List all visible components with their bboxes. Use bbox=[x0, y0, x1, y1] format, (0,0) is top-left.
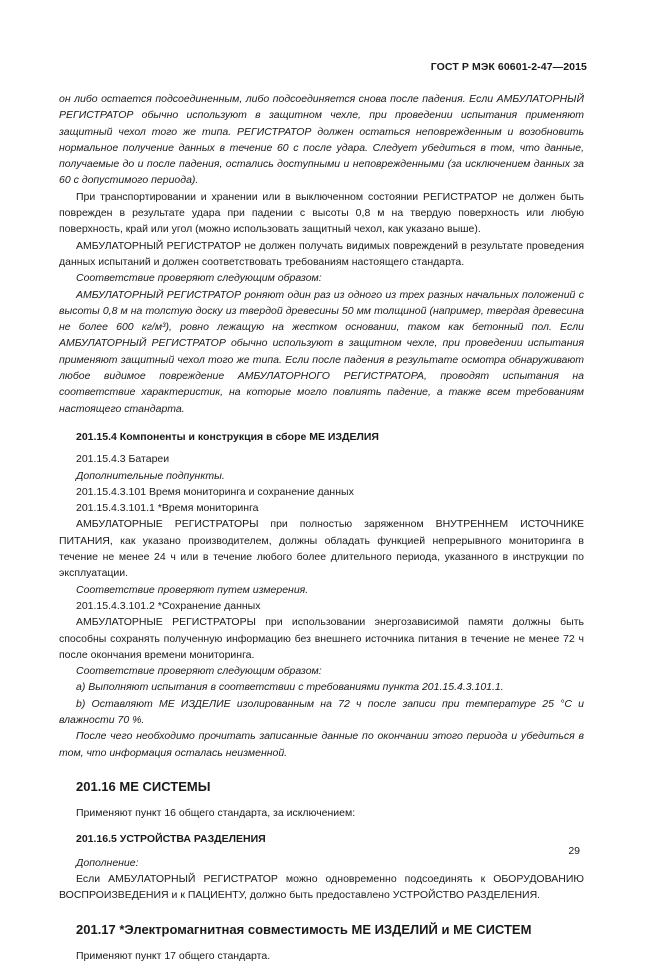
paragraph: Соответствие проверяют следующим образом: bbox=[76, 665, 322, 678]
paragraph: При транспортировании и хранении или в выключенном состоянии РЕГИСТРАТОР не должен быть поврежден в результате удара при падении с высоты 0,8 м на твердую поверхность или любую поверхность, край или угол (можно использовать защитный чехол, как указано выше). bbox=[59, 190, 584, 236]
section-heading: 201.17 *Электромагнитная совместимость МЕ ИЗДЕЛИЙ и МЕ СИСТЕМ bbox=[76, 921, 532, 937]
paragraph: Соответствие проверяют путем измерения. bbox=[76, 583, 309, 596]
page-number: 29 bbox=[568, 845, 580, 857]
paragraph: АМБУЛАТОРНЫЕ РЕГИСТРАТОРЫ при полностью заряженном ВНУТРЕННЕМ ИСТОЧНИКЕ ПИТАНИЯ, как указано производителем, должны обладать функцией непрерывного мониторинга в течение не менее 24 ч или в течение любого более длительного периода, указанного в инструкции по эксплуатации. bbox=[59, 518, 584, 580]
paragraph: 201.15.4.3 Батареи bbox=[76, 453, 170, 466]
paragraph: он либо остается подсоединенным, либо подсоединяется снова после падения. Если АМБУЛАТОРНЫЙ РЕГИСТРАТОР обычно используют в защитном чехле, при проведении испытания применяют защитный чехол того же типа. РЕГИСТРАТОР должен остаться неповрежденным и возобновить нормальное получение данных в течение 60 с после удара. Следует убедиться в том, что данные, получаемые до и после падения, остались доступными и неповрежденными (за исключением данных за 60 с допустимого периода). bbox=[59, 93, 584, 187]
paragraph: Применяют пункт 17 общего стандарта. bbox=[76, 949, 271, 962]
section-heading: 201.16.5 УСТРОЙСТВА РАЗДЕЛЕНИЯ bbox=[76, 833, 266, 846]
paragraph: 201.15.4.3.101.1 *Время мониторинга bbox=[76, 502, 259, 515]
paragraph: Соответствие проверяют следующим образом: bbox=[76, 272, 322, 285]
paragraph: Дополнительные подпункты. bbox=[76, 469, 225, 482]
paragraph: Дополнение: bbox=[76, 856, 139, 869]
paragraph: Применяют пункт 16 общего стандарта, за исключением: bbox=[76, 807, 356, 820]
paragraph: После чего необходимо прочитать записанные данные по окончании этого периода и убедиться в том, что информация осталась неизменной. bbox=[59, 730, 584, 759]
standard-header: ГОСТ Р МЭК 60601-2-47—2015 bbox=[430, 61, 587, 73]
paragraph: 201.15.4.3.101 Время мониторинга и сохранение данных bbox=[76, 485, 354, 498]
paragraph: АМБУЛАТОРНЫЙ РЕГИСТРАТОР роняют один раз из одного из трех разных начальных положений с высоты 0,8 м на толстую доску из твердой древесины 50 мм толщиной (например, твердая древесина не более 600 кг/м³), ровно лежащую на жестком основании, таком как бетонный пол. Если АМБУЛАТОРНЫЙ РЕГИСТРАТОР обычно используют в защитном чехле, при проведении испытания применяют защитный чехол того же типа. Если после падения в результате осмотра обнаруживают любое видимое повреждение АМБУЛАТОРНОГО РЕГИСТРАТОРА, проводят испытания на соответствие характеристик, на которые могло повлиять падение, а также всем требованиям настоящего стандарта. bbox=[59, 288, 584, 415]
paragraph: 201.15.4.3.101.2 *Сохранение данных bbox=[76, 599, 261, 612]
paragraph: АМБУЛАТОРНЫЕ РЕГИСТРАТОРЫ при использовании энергозависимой памяти должны быть способны сохранять полученную информацию без внешнего источника питания в течение не менее 72 ч после окончания времени мониторинга. bbox=[59, 616, 584, 661]
section-heading: 201.15.4 Компоненты и конструкция в сборе МЕ ИЗДЕЛИЯ bbox=[76, 430, 379, 443]
section-heading: 201.16 МЕ СИСТЕМЫ bbox=[76, 778, 211, 794]
page-body bbox=[59, 91, 584, 964]
paragraph: а) Выполняют испытания в соответствии с требованиями пункта 201.15.4.3.101.1. bbox=[76, 681, 504, 694]
paragraph: АМБУЛАТОРНЫЙ РЕГИСТРАТОР не должен получать видимых повреждений в результате проведения данных испытаний и должен соответствовать требованиям настоящего стандарта. bbox=[59, 239, 584, 268]
paragraph: Если АМБУЛАТОРНЫЙ РЕГИСТРАТОР можно одновременно подсоединять к ОБОРУДОВАНИЮ ВОСПРОИЗВЕДЕНИЯ и к ПАЦИЕНТУ, должно быть предоставлено УСТРОЙСТВО РАЗДЕЛЕНИЯ. bbox=[59, 873, 584, 902]
paragraph: b) Оставляют МЕ ИЗДЕЛИЕ изолированным на 72 ч после записи при температуре 25 °С и влажности 70 %. bbox=[59, 697, 584, 726]
